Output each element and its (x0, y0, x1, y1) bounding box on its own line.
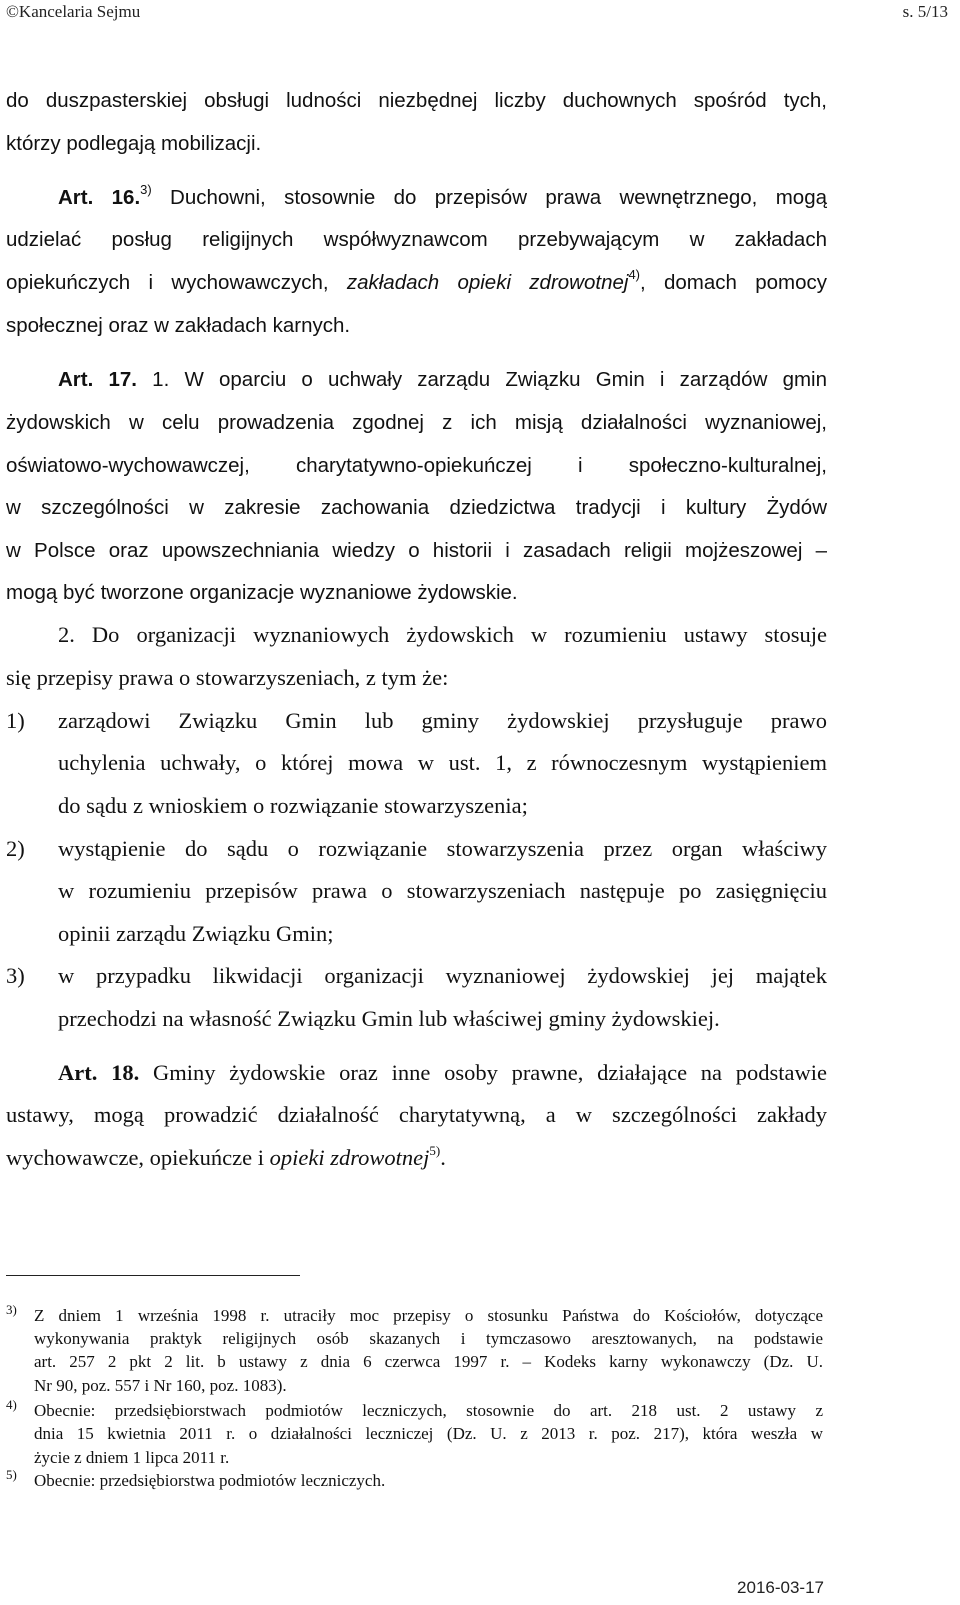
footnote-ref: 5) (429, 1143, 441, 1159)
page-header-source: ©Kancelaria Sejmu (6, 2, 141, 21)
list-item-line: w przypadku likwidacji organizacji wyznaniowej żydowskiej jej majątek (58, 963, 827, 988)
article-18-line: wychowawcze, opiekuńcze i opieki zdrowotnej$^{5)}$. (6, 1143, 446, 1170)
list-item-number: 1) (6, 708, 25, 733)
article-16-line: udzielać posług religijnych współwyznawcom przebywającym w zakładach (6, 228, 827, 251)
footnote-ref: 4) (628, 267, 640, 283)
article-18-line: ustawy, mogą prowadzić działalność charytatywną, a w szczególności zakłady (6, 1102, 827, 1127)
article-16-line: społecznej oraz w zakładach karnych. (6, 314, 351, 337)
article-17-line: oświatowo-wychowawczej, charytatywno-opiekuńczej i społeczno-kulturalnej, (6, 454, 827, 477)
paragraph-line: do duszpasterskiej obsługi ludności niezbędnej liczby duchownych spośród tych, (6, 89, 827, 112)
list-item-line: uchylenia uchwały, o której mowa w ust. 1, z równoczesnym wystąpieniem (58, 750, 827, 775)
list-item-line: do sądu z wnioskiem o rozwiązanie stowarzyszenia; (58, 793, 528, 818)
footnote-line: dnia 15 kwietnia 2011 r. o działalności leczniczej (Dz. U. z 2013 r. poz. 217), która weszła w (34, 1424, 823, 1443)
footnote-mark: 3) (6, 1302, 17, 1317)
footnote-line: Nr 90, poz. 557 i Nr 160, poz. 1083). (34, 1376, 287, 1395)
footnote-mark: 4) (6, 1397, 17, 1412)
section-2-line: 2. Do organizacji wyznaniowych żydowskich w rozumieniu ustawy stosuje (58, 622, 827, 647)
footnote-line: Z dniem 1 września 1998 r. utraciły moc przepisy o stosunku Państwa do Kościołów, dotyczące (34, 1306, 823, 1325)
list-item-line: zarządowi Związku Gmin lub gminy żydowskiej przysługuje prawo (58, 708, 827, 733)
article-17-line: Art. 17. 1. W oparciu o uchwały zarządu Związku Gmin i zarządów gmin (58, 368, 827, 391)
list-item-line: przechodzi na własność Związku Gmin lub właściwej gminy żydowskiej. (58, 1006, 720, 1031)
article-18-line: Art. 18. Gminy żydowskie oraz inne osoby prawne, działające na podstawie (58, 1060, 827, 1085)
article-17-line: w szczególności w zakresie zachowania dziedzictwa tradycji i kultury Żydów (6, 496, 827, 519)
list-item-line: wystąpienie do sądu o rozwiązanie stowarzyszenia przez organ właściwy (58, 836, 827, 861)
section-2-line: się przepisy prawa o stowarzyszeniach, z tym że: (6, 665, 449, 690)
article-17-line: żydowskich w celu prowadzenia zgodnej z ich misją działalności wyznaniowej, (6, 411, 827, 434)
list-item-line: w rozumieniu przepisów prawa o stowarzyszeniach następuje po zasięgnięciu (58, 878, 827, 903)
page-number: s. 5/13 (902, 2, 948, 21)
article-label: Art. 18. (58, 1060, 140, 1085)
document-date: 2016-03-17 (737, 1578, 824, 1597)
list-item-number: 2) (6, 836, 25, 861)
article-label: Art. 17. (58, 368, 137, 391)
footnote-line: życie z dniem 1 lipca 2011 r. (34, 1448, 230, 1467)
article-label: Art. 16. (58, 186, 141, 209)
article-17-line: mogą być tworzone organizacje wyznaniowe żydowskie. (6, 581, 518, 604)
footnote-line: Obecnie: przedsiębiorstwach podmiotów leczniczych, stosownie do art. 218 ust. 2 ustawy z (34, 1401, 823, 1420)
footnote-line: art. 257 2 pkt 2 lit. b ustawy z dnia 6 czerwca 1997 r. – Kodeks karny wykonawczy (Dz. U. (34, 1352, 823, 1371)
footnote-ref: 3) (140, 182, 152, 198)
list-item-number: 3) (6, 963, 25, 988)
footnote-line: wykonywania praktyk religijnych osób skazanych i tymczasowo aresztowanych, na podstawie (34, 1329, 823, 1348)
article-16-line: Art. 16.$^{3)}$ Duchowni, stosownie do przepisów prawa wewnętrznego, mogą (58, 182, 827, 209)
footnote-mark: 5) (6, 1467, 17, 1482)
article-17-line: w Polsce oraz upowszechniania wiedzy o historii i zasadach religii mojżeszowej – (6, 539, 827, 562)
list-item-line: opinii zarządu Związku Gmin; (58, 921, 334, 946)
paragraph-line: którzy podlegają mobilizacji. (6, 132, 262, 155)
footnote-separator (6, 1275, 300, 1276)
footnote-line: Obecnie: przedsiębiorstwa podmiotów leczniczych. (34, 1471, 386, 1490)
article-16-line: opiekuńczych i wychowawczych, zakładach opieki zdrowotnej$^{4)}$, domach pomocy (6, 267, 827, 294)
